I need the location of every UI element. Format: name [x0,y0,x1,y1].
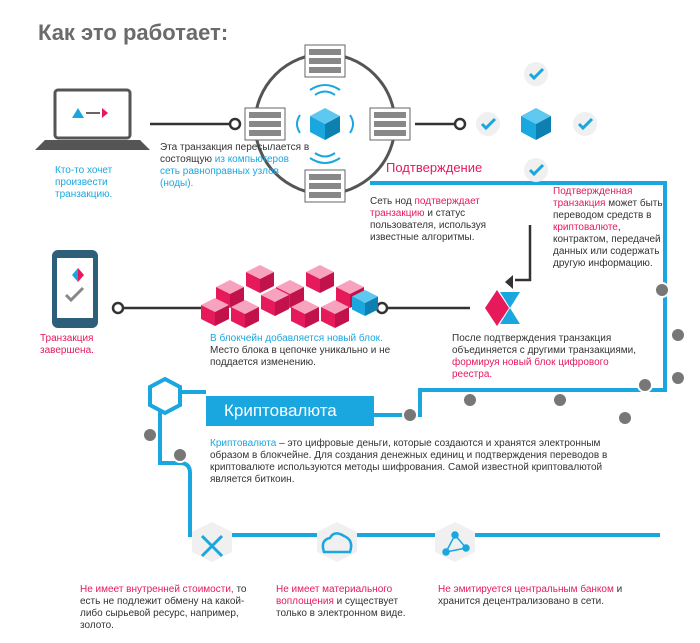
blockchain-cubes-icon [201,265,378,328]
confirmation-text-a: Сеть нод [370,196,415,207]
feature-no-value-a: Не имеет внутренней стоимости, [80,584,234,595]
confirmed-tx-text [553,186,668,270]
new-block-text [452,333,642,381]
step-network-link: из компьютеров сеть равноправных узлов (ноды). [160,154,289,189]
confirmation-text-c: и статус пользователя, используя известные алгоритмы. [370,208,487,243]
new-block-text-a: После подтверждения транзакция объединяется с другими транзакциями, [452,333,637,356]
block-added-b: Место блока в цепочке уникально и не поддается изменению. [210,345,391,368]
crypto-bar: Криптовалюта [206,396,374,426]
page-title: Как это работает: [38,20,229,45]
block-added-text [210,333,410,369]
confirmation-heading: Подтверждение [386,160,483,175]
crypto-description-a: Криптовалюта [210,438,277,449]
phone-icon [52,250,98,328]
crypto-description [210,438,640,486]
step-network-text [160,142,310,190]
feature-no-physical [276,584,426,620]
confirmation-text [370,196,520,244]
feature-no-value-b: то есть не подлежит обмену на какой-либо сырьевой ресурс, например, золото. [80,584,247,631]
new-block-text-b: формируя новый блок цифрового реестра. [452,357,609,380]
step-start-text: Кто-то хочет произвести транзакцию. [55,165,113,200]
center-cube-icon [310,108,340,140]
new-block-icon [485,290,520,326]
confirmation-text-b: подтверждает транзакцию [370,196,480,219]
feature-no-physical-b: и существует только в электронном виде. [276,596,406,619]
confirmed-tx-d: , контрактом, передачей данных или содержать другую информацию. [553,222,661,269]
step-network-lead: Эта транзакция пересылается в состоящую [160,142,310,165]
check-icons [476,62,597,182]
confirmed-tx-a: Подтвержденная транзакция [553,186,633,209]
feature-no-physical-a: Не имеет материального воплощения [276,584,393,607]
laptop-icon [35,90,150,150]
crypto-description-b: – это цифровые деньги, которые создаются и хранятся электронным образом в блокчейне. Для создания денежных единиц и подтверждения переводов в криптовалюте используются методы шифрования. Самой известной криптовалютой является биткоин. [210,438,608,485]
feature-no-value [80,584,255,632]
block-added-a: В блокчейн добавляется новый блок. [210,333,383,344]
feature-decentralized-a: Не эмитируется центральным банком [438,584,614,595]
feature-decentralized-b: и хранится децентрализовано в сети. [438,584,623,607]
confirmed-tx-c: криптовалюте [553,222,618,233]
tx-complete-text: Транзакция завершена. [40,333,94,356]
feature-decentralized [438,584,653,608]
confirmed-tx-b: может быть переводом средств в [553,198,663,221]
